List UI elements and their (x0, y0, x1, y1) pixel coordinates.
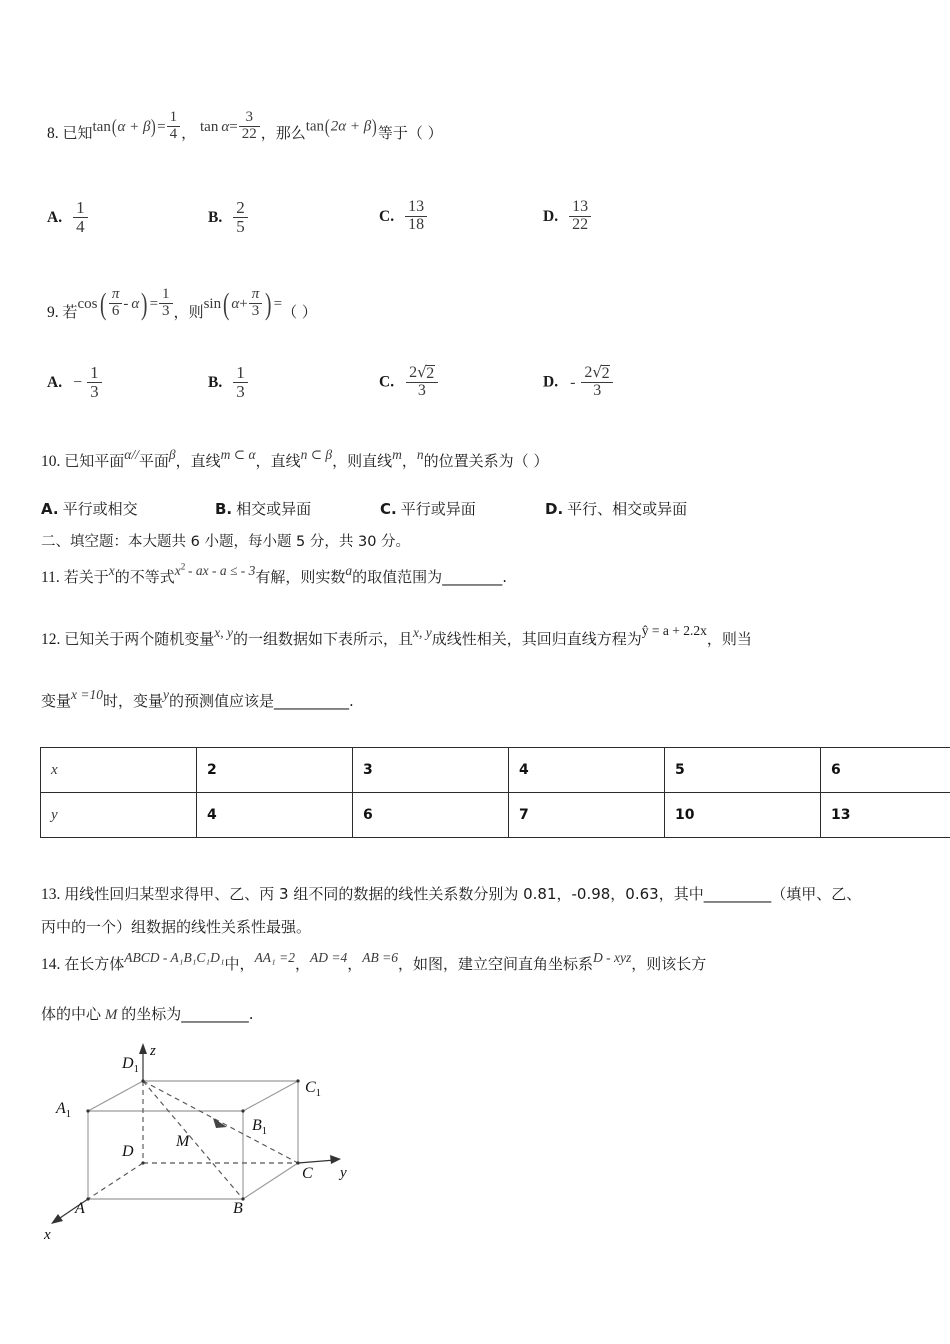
option-c-fraction: $\frac{2√2}{3}$ (406, 364, 438, 400)
cuboid-figure (30, 1035, 370, 1265)
axis-z-arrow (139, 1043, 147, 1054)
x-equals-10: x =10 (71, 687, 103, 702)
question-9-option-d[interactable]: D. - $\frac{2√2}{3}$ (543, 365, 614, 401)
option-a-fraction: $\frac{1}{3}$ (87, 364, 102, 401)
table-row-y (41, 793, 950, 838)
question-12-number: 12. (41, 631, 61, 648)
question-10-option-a[interactable]: A. 平行或相交 (41, 500, 138, 518)
axis-y-arrow (330, 1155, 341, 1164)
question-8-stem (47, 109, 443, 151)
section-heading-fill-in: 二、填空题：本大题共 6 小题，每小题 5 分，共 30 分。 (41, 534, 411, 550)
table-cell-y-5: 13 (821, 793, 950, 838)
question-9-lead: 若 (62, 303, 78, 322)
question-10-option-c[interactable]: C. 平行或异面 (380, 500, 476, 518)
table-row-x (41, 748, 950, 793)
table-cell-y-3: 7 (509, 793, 665, 838)
inequality-formula: $x^2$ - ax - a ≤ - 3 (174, 561, 256, 578)
question-13-number: 13. (41, 886, 61, 903)
edge-aa1: AA₁ =2 (254, 950, 295, 965)
answer-blank-13[interactable]: _________ (703, 885, 772, 903)
question-9-option-c[interactable]: C. $\frac{2√2}{3}$ (379, 365, 439, 401)
line-n-in-beta: n ⊂ β (300, 447, 333, 462)
paren-open: ( (324, 116, 330, 139)
real-number-a: a (345, 563, 353, 578)
question-14-number: 14. (41, 956, 61, 973)
table-cell-x-4: 5 (665, 748, 821, 793)
line-m-in-alpha: m ⊂ α (220, 447, 256, 462)
question-9-formula-1: cos( $\frac{\pi}{6}$ - α) = $\frac{1}{3}$ (78, 286, 174, 323)
coordinate-system: D - xyz (593, 950, 632, 965)
question-8-formula-1: tan(α + β)= $\frac{1}{4}$ (93, 111, 182, 144)
comma-1: ， (173, 303, 189, 322)
question-9-option-a[interactable]: A. − $\frac{1}{3}$ (47, 365, 103, 402)
figure-label-C: C (302, 1165, 313, 1182)
question-11: 11. 若关于x的不等式$x^2$ - ax - a ≤ - 3有解，则实数a的取值范围为________. (41, 561, 507, 586)
table-cell-x-1: 2 (197, 748, 353, 793)
figure-label-axis-y: y (340, 1165, 347, 1181)
paren-close: ) (141, 286, 148, 321)
cuboid-solid-edges (88, 1081, 298, 1199)
option-d-fraction: $\frac{2√2}{3}$ (581, 364, 613, 400)
comma-1: ， (181, 123, 197, 142)
question-9-stem (47, 286, 317, 332)
question-12-line-2: 变量x =10时，变量y的预测值应该是__________. (41, 687, 354, 710)
figure-label-A1: $A_1$ (56, 1100, 72, 1121)
line-m: m (392, 447, 402, 462)
variable-y: y (163, 687, 170, 702)
table-header-x: x (41, 748, 197, 793)
paren-open: ( (99, 286, 106, 321)
question-8-formula-3: tan(2α + β) (305, 116, 377, 139)
table-cell-y-1: 4 (197, 793, 353, 838)
paren-open: ( (111, 116, 117, 139)
question-8-formula-2: tan α= $\frac{3}{22}$ (200, 111, 261, 144)
plane-beta: β (168, 447, 176, 462)
table-cell-y-4: 10 (665, 793, 821, 838)
option-a-fraction: $\frac{1}{4}$ (73, 199, 88, 236)
question-9-number: 9. (47, 304, 59, 322)
question-13-line-1: 13. 用线性回归某型求得甲、乙、丙 3 组不同的数据的线性关系数分别为 0.81，-0.98，0.63，其中_________（填甲、乙、 (41, 885, 862, 903)
figure-label-D: D (122, 1143, 134, 1160)
table-header-y: y (41, 793, 197, 838)
question-10-number: 10. (41, 453, 61, 470)
table-cell-x-2: 3 (353, 748, 509, 793)
table-cell-x-3: 4 (509, 748, 665, 793)
edge-ad: AD =4 (310, 950, 348, 965)
answer-blank-14[interactable]: _________ (181, 1005, 249, 1023)
question-8-mid: 那么 (275, 123, 306, 142)
cuboid-svg (30, 1035, 370, 1265)
table-cell-x-5: 6 (821, 748, 950, 793)
question-8-tail: 等于（ ） (377, 123, 443, 142)
figure-label-B: B (233, 1200, 243, 1217)
answer-blank-11[interactable]: ________ (442, 568, 503, 586)
question-10-option-b[interactable]: B. 相交或异面 (215, 500, 312, 518)
question-9-tail: （ ） (282, 303, 317, 322)
variables-xy-1: x, y (214, 625, 233, 640)
question-8-option-a[interactable]: A. $\frac{1}{4}$ (47, 200, 89, 237)
question-8-number: 8. (47, 124, 59, 142)
variables-xy-2: x, y (413, 625, 432, 640)
data-table (40, 747, 950, 838)
question-8-option-c[interactable]: C. $\frac{13}{18}$ (379, 200, 428, 235)
question-9-mid: 则 (188, 303, 204, 322)
regression-equation: ŷ = a + 2.2x (641, 623, 707, 638)
question-9-formula-2: sin( α+ $\frac{\pi}{3}$ ) = (203, 286, 283, 321)
axis-y (298, 1160, 335, 1163)
option-d-fraction: $\frac{13}{22}$ (569, 199, 591, 234)
question-14-line-1: 14. 在长方体ABCD - A₁B₁C₁D₁中，AA₁ =2，AD =4，AB =6，如图，建立空间直角坐标系D - xyz，则该长方 (41, 950, 707, 973)
comma-2: ， (260, 123, 276, 142)
variable-x: x (108, 563, 115, 578)
figure-label-axis-x: x (44, 1227, 51, 1243)
question-10-option-d[interactable]: D. 平行、相交或异面 (545, 500, 688, 518)
paren-close: ) (372, 116, 377, 139)
radical-icon: √2 (592, 363, 610, 382)
center-point-m: M (104, 1007, 118, 1023)
plane-alpha-parallel: α// (124, 447, 139, 462)
diagonal-arrowhead (213, 1118, 227, 1128)
question-14-line-2: 体的中心 M 的坐标为_________. (41, 1005, 254, 1023)
question-10-stem: 10. 已知平面α//平面β，直线m ⊂ α，直线n ⊂ β，则直线m，n的位置关系为（ ） (41, 447, 549, 470)
radical-icon: √2 (417, 363, 435, 382)
question-13-line-2: 丙中的一个）组数据的线性关系性最强。 (41, 918, 312, 936)
cuboid-name: ABCD - A₁B₁C₁D₁ (124, 950, 225, 965)
question-8-option-d[interactable]: D. $\frac{13}{22}$ (543, 200, 592, 235)
option-c-fraction: $\frac{13}{18}$ (405, 199, 427, 234)
question-11-number: 11. (41, 569, 60, 586)
question-8-lead: 已知 (62, 123, 93, 142)
edge-ab: AB =6 (362, 950, 398, 965)
axis-x-arrow (51, 1214, 63, 1224)
option-b-fraction: $\frac{2}{5}$ (233, 199, 248, 236)
line-n: n (416, 447, 424, 462)
figure-label-C1: $C_1$ (305, 1079, 321, 1100)
paren-open: ( (223, 286, 230, 321)
figure-label-D1: $D_1$ (122, 1055, 139, 1076)
answer-blank-12[interactable]: __________ (274, 692, 350, 710)
question-12-line-1: 12. 已知关于两个随机变量x, y的一组数据如下表所示，且x, y成线性相关，其回归直线方程为ŷ = a + 2.2x，则当 (41, 623, 752, 648)
figure-label-B1: $B_1$ (252, 1117, 268, 1138)
paren-close: ) (151, 116, 157, 139)
question-9-option-b[interactable]: B. $\frac{1}{3}$ (208, 365, 249, 402)
question-8-option-b[interactable]: B. $\frac{2}{5}$ (208, 200, 249, 237)
option-d-sign: - (570, 373, 576, 391)
table-cell-y-2: 6 (353, 793, 509, 838)
figure-label-M: M (176, 1133, 190, 1150)
figure-label-A: A (75, 1200, 85, 1217)
option-b-fraction: $\frac{1}{3}$ (233, 364, 248, 401)
paren-close: ) (265, 286, 272, 321)
figure-label-axis-z: z (150, 1043, 156, 1059)
option-a-sign: − (73, 374, 83, 392)
